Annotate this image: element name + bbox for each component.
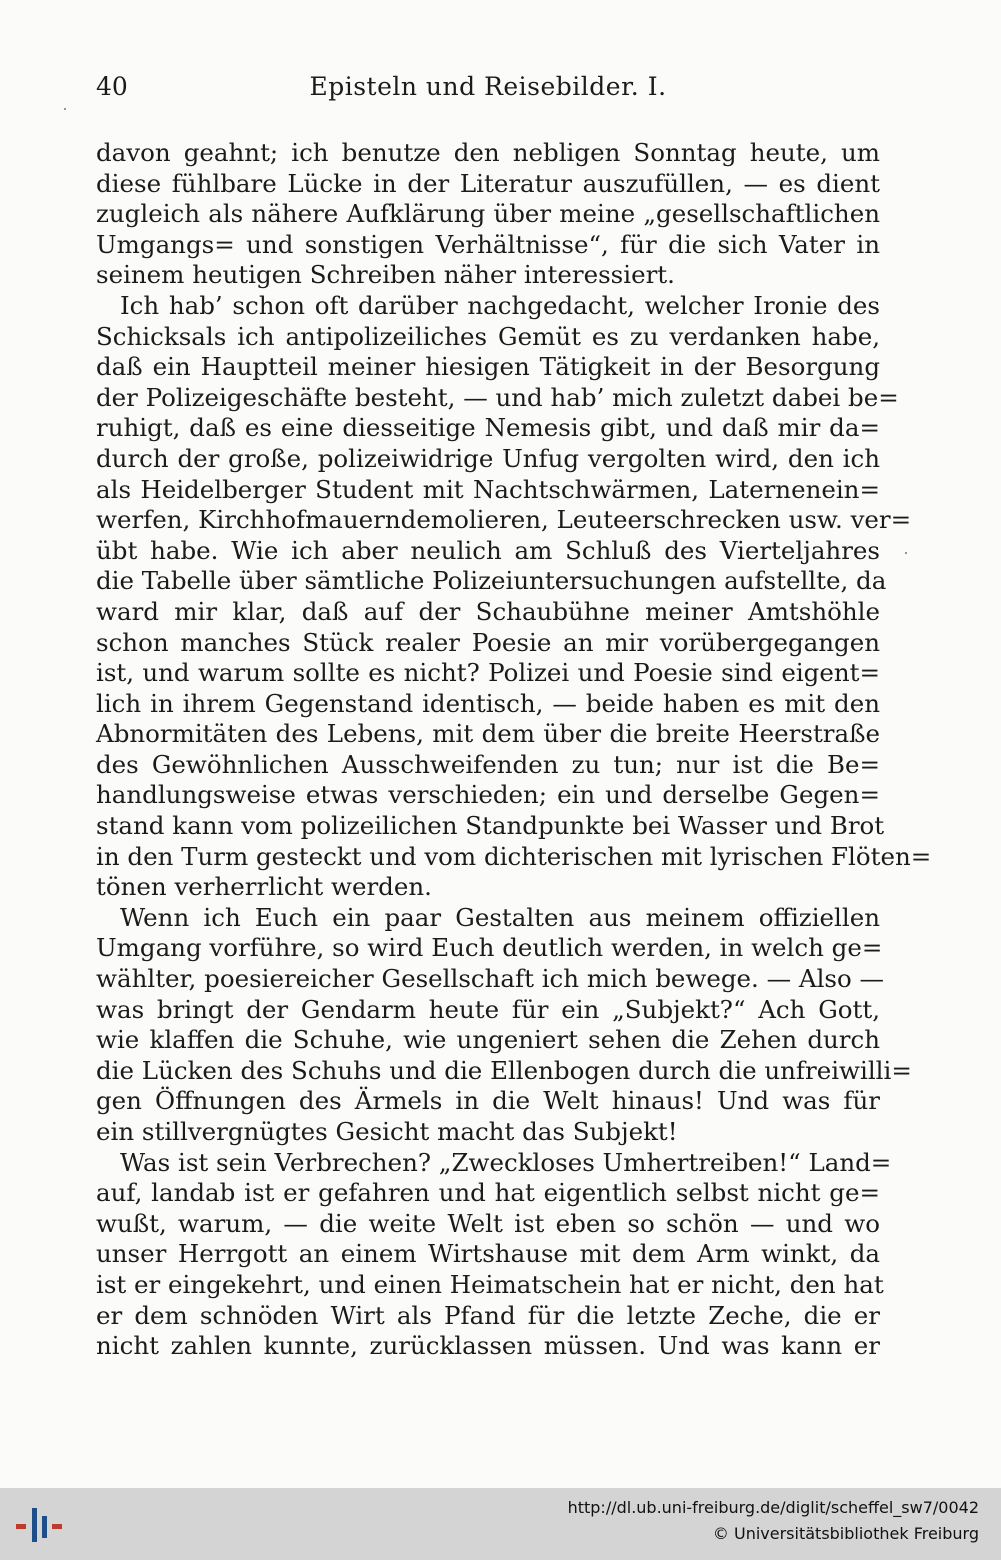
text-line: ein stillvergnügtes Gesicht macht das Subjekt! [96,1117,678,1146]
text-line: nicht zahlen kunnte, zurücklassen müssen. Und was kann er [96,1331,880,1361]
text-line: als Heidelberger Student mit Nachtschwärmen, Laternenein= [96,474,880,504]
scan-speck [905,552,907,554]
text-line: ist, und warum sollte es nicht? Polizei und Poesie sind eigent= [96,658,880,688]
scan-speck [64,108,66,110]
text-line: davon geahnt; ich benutze den nebligen Sonntag heute, um [96,138,880,167]
text-line: wie klaffen die Schuhe, wie ungeniert sehen die Zehen durch [96,1025,880,1055]
text-line: zugleich als nähere Aufklärung über meine „gesellschaftlichen [96,199,880,229]
footer-bar [0,1488,1001,1560]
text-line: wußt, warum, — die weite Welt ist eben so schön — und wo [96,1208,880,1238]
text-line: Abnormitäten des Lebens, mit dem über die breite Heerstraße [96,719,880,749]
text-line: Umgang vorführe, so wird Euch deutlich werden, in welch ge= [96,933,883,963]
text-line: gen Öffnungen des Ärmels in die Welt hinaus! Und was für [96,1086,880,1116]
text-line: handlungsweise etwas verschieden; ein und derselbe Gegen= [96,780,880,810]
text-line: stand kann vom polizeilichen Standpunkte bei Wasser und Brot [96,811,885,841]
text-line: ist er eingekehrt, und einen Heimatschein hat er nicht, den hat [96,1269,884,1299]
running-head: Episteln und Reisebilder. I. [309,72,667,101]
text-line: wählter, poesiereicher Gesellschaft ich mich bewege. — Also — [96,964,885,994]
text-line: unser Herrgott an einem Wirtshause mit dem Arm winkt, da [96,1239,880,1269]
text-line: des Gewöhnlichen Ausschweifenden zu tun; nur ist die Be= [96,749,880,779]
text-line: er dem schnöden Wirt als Pfand für die letzte Zeche, die er [96,1300,880,1330]
library-logo-icon [12,1502,64,1546]
text-line: diese fühlbare Lücke in der Literatur auszufüllen, — es dient [96,168,880,198]
page-number: 40 [96,72,128,101]
text-line: ward mir klar, daß auf der Schaubühne meiner Amtshöhle [96,596,880,626]
body-text [96,138,932,1362]
text-line: schon manches Stück realer Poesie an mir vorübergegangen [96,627,880,657]
text-line: tönen verherrlicht werden. [96,872,432,902]
text-line: durch der große, polizeiwidrige Unfug vergolten wird, den ich [96,443,880,473]
source-url-link[interactable]: http://dl.ub.uni-freiburg.de/diglit/scheffel_sw7/0042 [567,1498,979,1517]
text-line: Umgangs= und sonstigen Verhältnisse“, für die sich Vater in [96,229,880,259]
text-line: ruhigt, daß es eine diesseitige Nemesis gibt, und daß mir da= [96,413,880,443]
text-line: die Tabelle über sämtliche Polizeiuntersuchungen aufstellte, da [96,566,887,596]
text-line: in den Turm gesteckt und vom dichterischen mit lyrischen Flöten= [96,841,932,871]
text-line: lich in ihrem Gegenstand identisch, — beide haben es mit den [96,688,880,718]
text-line: Schicksals ich antipolizeiliches Gemüt es zu verdanken habe, [96,321,880,351]
text-line: werfen, Kirchhofmauerndemolieren, Leuteerschrecken usw. ver= [96,505,912,535]
text-line: der Polizeigeschäfte besteht, — und hab’ mich zuletzt dabei be= [96,382,899,412]
copyright-notice: © Universitätsbibliothek Freiburg [712,1524,979,1543]
text-line: auf, landab ist er gefahren und hat eigentlich selbst nicht ge= [96,1178,880,1208]
text-line: übt habe. Wie ich aber neulich am Schluß des Vierteljahres [96,535,880,565]
page-header [96,70,880,110]
text-line: Ich hab’ schon oft darüber nachgedacht, welcher Ironie des [120,290,880,320]
text-line: Was ist sein Verbrechen? „Zweckloses Umhertreiben!“ Land= [120,1147,892,1177]
text-line: Wenn ich Euch ein paar Gestalten aus meinem offiziellen [120,902,880,932]
text-line: daß ein Hauptteil meiner hiesigen Tätigkeit in der Besorgung [96,352,880,382]
text-line: was bringt der Gendarm heute für ein „Subjekt?“ Ach Gott, [96,994,880,1024]
text-line: die Lücken des Schuhs und die Ellenbogen durch die unfreiwilli= [96,1055,912,1085]
text-line: seinem heutigen Schreiben näher interessiert. [96,260,675,290]
